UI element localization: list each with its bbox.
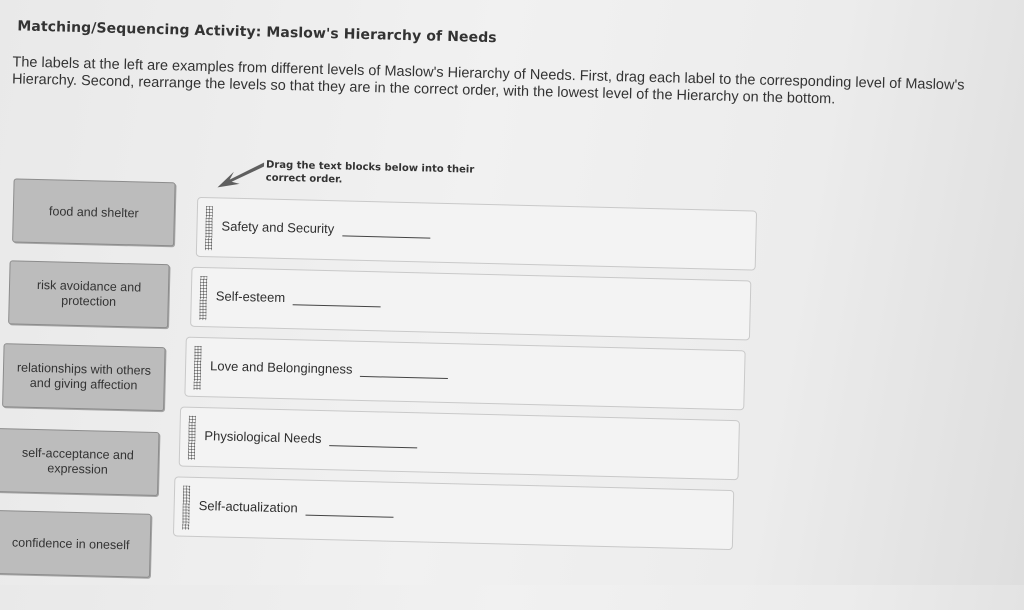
- activity-instructions: The labels at the left are examples from different levels of Maslow's Hierarchy of Needs. First, drag each label to the corresponding level of Maslow's Hierarchy. Second, rearrange the levels so that they are in the correct order, with the lowest level of the Hierarchy on the bottom.: [11, 54, 965, 108]
- label-card-self-acceptance[interactable]: [0, 428, 159, 496]
- drop-blank[interactable]: [342, 235, 430, 238]
- label-card-food-and-shelter[interactable]: [12, 178, 176, 246]
- drag-hint: Drag the text blocks below into their correct order.: [265, 159, 475, 186]
- drop-blank[interactable]: [293, 304, 381, 307]
- label-card-text: confidence in oneself: [11, 534, 130, 552]
- level-label: Self-actualization: [198, 498, 298, 516]
- grip-handle-icon[interactable]: [199, 276, 207, 320]
- level-slot-self-actualization[interactable]: [173, 476, 734, 550]
- arrow-pointing-down-left-icon: [215, 157, 266, 194]
- activity-title: Matching/Sequencing Activity: Maslow's Hierarchy of Needs: [17, 18, 497, 47]
- grip-handle-icon[interactable]: [205, 206, 213, 250]
- level-slot-safety-and-security[interactable]: [196, 197, 757, 271]
- drop-blank[interactable]: [305, 515, 393, 518]
- level-label: Physiological Needs: [204, 428, 322, 446]
- grip-handle-icon[interactable]: [188, 416, 196, 460]
- grip-handle-icon[interactable]: [194, 346, 202, 390]
- label-card-risk-avoidance[interactable]: [8, 260, 170, 328]
- level-label: Self-esteem: [215, 288, 286, 306]
- level-slot-physiological-needs[interactable]: [179, 407, 740, 481]
- label-card-confidence[interactable]: [0, 510, 151, 578]
- level-label: Love and Belongingness: [209, 358, 353, 377]
- label-card-text: food and shelter: [48, 203, 139, 220]
- level-label: Safety and Security: [221, 218, 335, 237]
- label-card-relationships[interactable]: [2, 343, 166, 411]
- grip-handle-icon[interactable]: [182, 486, 190, 530]
- label-card-text: relationships with others and giving affection: [16, 360, 152, 393]
- drop-blank[interactable]: [329, 445, 417, 448]
- level-slot-self-esteem[interactable]: [190, 267, 751, 341]
- label-card-text: self-acceptance and expression: [21, 445, 135, 477]
- label-card-text: risk avoidance and protection: [36, 277, 142, 309]
- drop-blank[interactable]: [360, 376, 448, 379]
- level-slot-love-and-belongingness[interactable]: [184, 337, 745, 411]
